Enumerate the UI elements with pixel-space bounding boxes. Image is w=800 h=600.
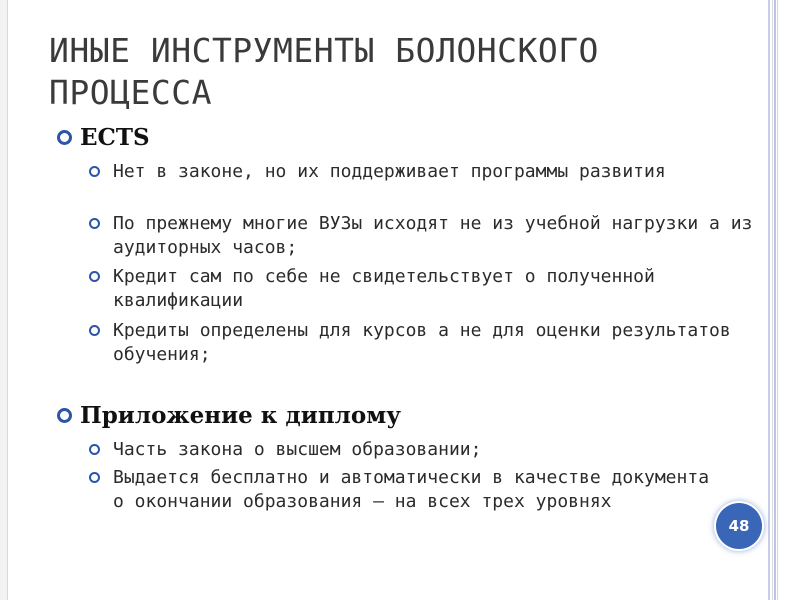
list-item: Нет в законе, но их поддерживает программы развития	[113, 160, 753, 184]
bullet-icon	[57, 130, 72, 145]
list-item: Часть закона о высшем образовании;	[113, 438, 753, 462]
bullet-icon	[89, 271, 100, 282]
bullet-icon	[89, 444, 100, 455]
slide-title: ИНЫЕ ИНСТРУМЕНТЫ БОЛОНСКОГО ПРОЦЕССА	[49, 31, 599, 112]
list-item: Кредиты определены для курсов а не для оценки результатов обучения;	[113, 319, 753, 367]
slide-left-edge	[0, 0, 8, 600]
decorative-stripes	[766, 0, 800, 600]
section-heading-ects: ECTS	[80, 124, 150, 151]
list-item: Кредит сам по себе не свидетельствует о полученной квалификации	[113, 265, 753, 313]
bullet-icon	[57, 408, 72, 423]
page-number-badge: 48	[716, 503, 762, 549]
list-item: Выдается бесплатно и автоматически в качестве документа о окончании образования – на всех трех уровнях	[113, 466, 723, 514]
bullet-icon	[89, 325, 100, 336]
bullet-icon	[89, 218, 100, 229]
section-heading-diploma-supplement: Приложение к диплому	[80, 402, 401, 429]
list-item: По прежнему многие ВУЗы исходят не из учебной нагрузки а из аудиторных часов;	[113, 212, 753, 260]
bullet-icon	[89, 166, 100, 177]
bullet-icon	[89, 472, 100, 483]
